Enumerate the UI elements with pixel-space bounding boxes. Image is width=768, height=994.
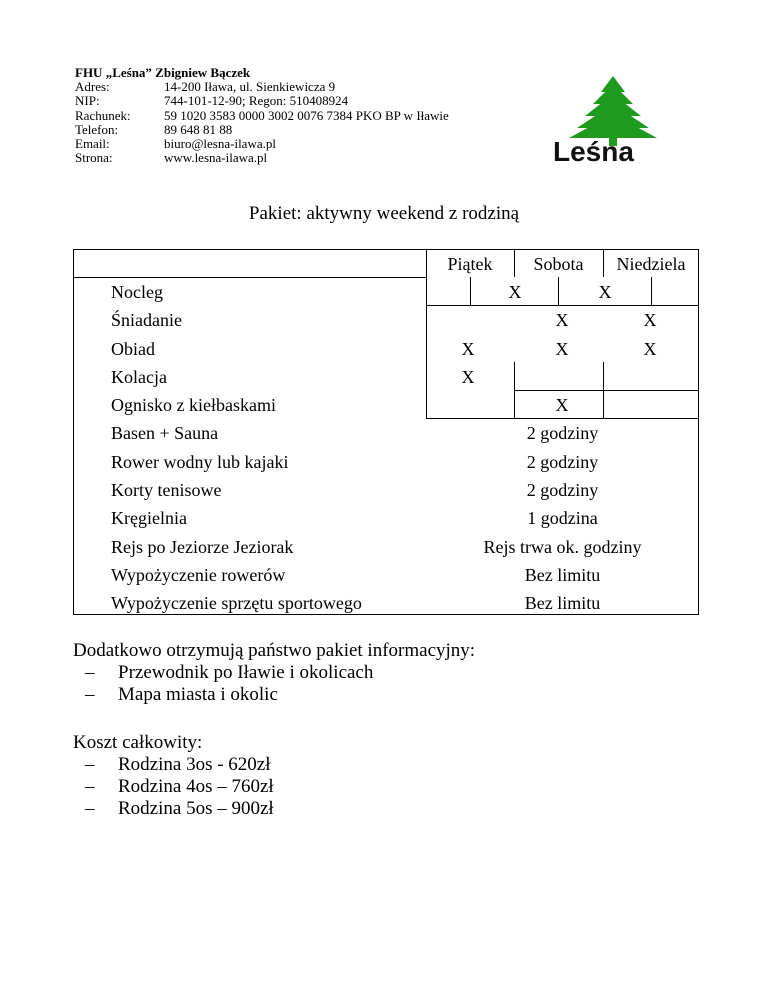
phone-value: 89 648 81 88 [164,121,233,137]
account-value: 59 1020 3583 0000 3002 0076 7384 PKO BP w Iławie [164,107,449,123]
website-value: www.lesna-ilawa.pl [164,150,268,166]
activity-label: Basen + Sauna [111,423,219,443]
mark-breakfast-sun: X [643,310,657,330]
page-title: Pakiet: aktywny weekend z rodziną [248,203,520,224]
cost-item: Rodzina 3os - 620zł [118,754,271,775]
activity-label: Nocleg [111,282,163,302]
address-label: Adres: [75,79,110,95]
package-table [73,249,699,615]
activity-label: Korty tenisowe [111,480,222,500]
list-item: – Rodzina 5os – 900zł [85,798,274,819]
address-row [75,80,449,94]
extras-item: Przewodnik po Iławie i okolicach [118,662,374,683]
activity-label: Śniadanie [111,310,182,330]
address-value: 14-200 Iława, ul. Sienkiewicza 9 [164,79,336,95]
activity-label: Rower wodny lub kajaki [111,452,289,472]
list-item: – Przewodnik po Iławie i okolicach [85,662,374,683]
company-logo [549,74,679,166]
activity-label: Wypożyczenie rowerów [111,565,286,585]
duration-value: 1 godzina [527,508,598,528]
cost-section [73,732,274,820]
cost-item: Rodzina 4os – 760zł [118,776,274,797]
mark-lunch-fri: X [461,339,475,359]
list-item: – Mapa miasta i okolic [85,684,278,705]
duration-value: 2 godziny [526,423,599,443]
mark-breakfast-sat: X [555,310,569,330]
email-label: Email: [75,136,110,152]
website-row [75,151,449,165]
extras-section [73,640,475,706]
email-value: biuro@lesna-ilawa.pl [164,136,276,152]
phone-row [75,123,449,137]
activity-label: Kręgielnia [111,508,187,528]
nip-label: NIP: [75,93,100,109]
company-name: FHU „Leśna” Zbigniew Bączek [75,65,251,80]
activity-label: Kolacja [111,367,167,387]
activity-label: Rejs po Jeziorze Jeziorak [111,537,294,557]
company-info [75,66,449,165]
duration-value: 2 godziny [526,452,599,472]
account-row [75,109,449,123]
day-header-friday: Piątek [447,254,493,274]
mark-nocleg-fri-sat: X [508,282,522,302]
list-item: – Rodzina 4os – 760zł [85,776,274,797]
day-header-sunday: Niedziela [616,254,686,274]
activity-label: Ognisko z kiełbaskami [111,395,276,415]
email-row [75,137,449,151]
mark-lunch-sun: X [643,339,657,359]
mark-dinner-fri: X [461,367,475,387]
duration-value: Rejs trwa ok. godziny [483,537,642,557]
extras-item: Mapa miasta i okolic [118,684,278,705]
mark-lunch-sat: X [555,339,569,359]
list-item: – Rodzina 3os - 620zł [85,754,271,775]
mark-nocleg-sat-sun: X [598,282,612,302]
day-header-saturday: Sobota [533,254,584,274]
nip-value: 744-101-12-90; Regon: 510408924 [164,93,349,109]
phone-label: Telefon: [75,121,119,137]
activity-label: Obiad [111,339,155,359]
cost-item: Rodzina 5os – 900zł [118,798,274,819]
duration-value: 2 godziny [526,480,599,500]
mark-bonfire-sat: X [555,395,569,415]
svg-text:Leśna: Leśna [553,136,634,166]
account-label: Rachunek: [75,107,131,123]
nip-row [75,94,449,108]
website-label: Strona: [75,150,113,166]
activity-label: Wypożyczenie sprzętu sportowego [111,593,362,613]
cost-heading: Koszt całkowity: [73,732,203,753]
logo-wordmark [549,74,679,166]
duration-value: Bez limitu [524,565,601,585]
extras-heading: Dodatkowo otrzymują państwo pakiet informacyjny: [73,640,476,661]
duration-value: Bez limitu [524,593,601,613]
